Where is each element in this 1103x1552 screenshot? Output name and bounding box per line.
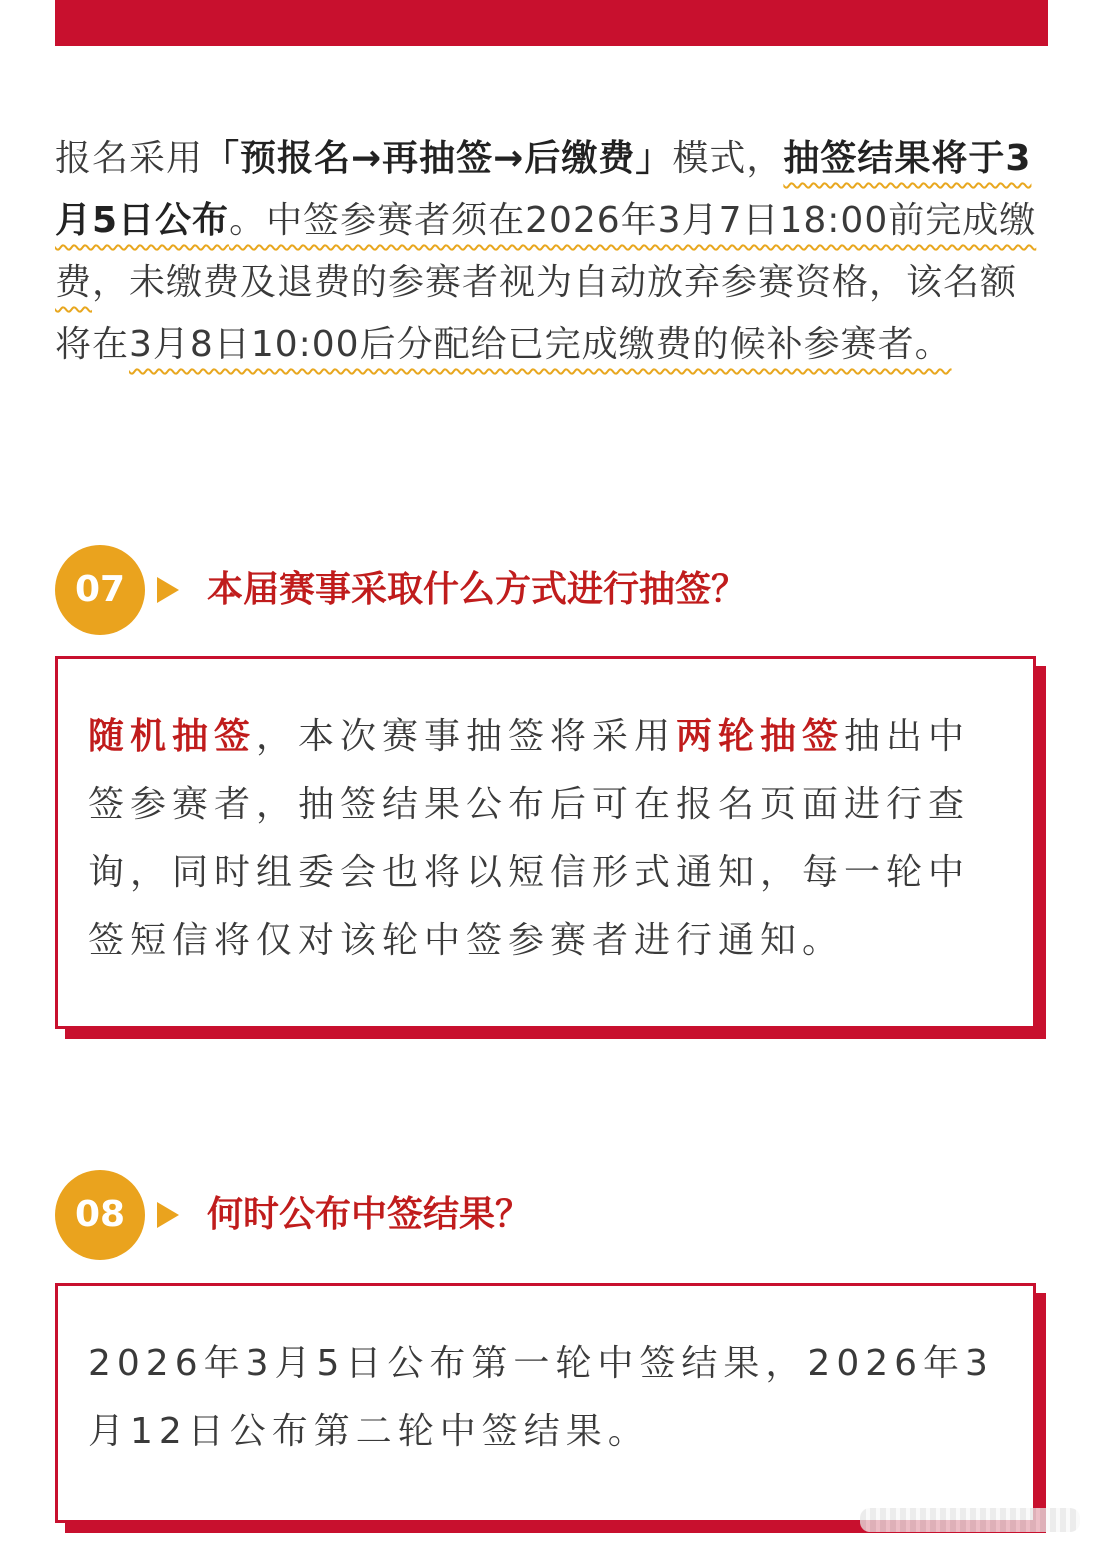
- top-banner-bar: [55, 0, 1048, 46]
- answer-box-08: [55, 1283, 1036, 1523]
- play-arrow-icon: [157, 1202, 179, 1228]
- section-08-header: [55, 1170, 1055, 1260]
- intro-reallocation: 3月8日10:00后分配给已完成缴费的候补参赛者。: [129, 324, 952, 365]
- intro-text-7: ，该名额将在: [55, 262, 1018, 365]
- section-number-badge: 07: [55, 545, 145, 635]
- answer-box-07: [55, 656, 1036, 1029]
- intro-text-1: 报名采用: [55, 138, 204, 179]
- play-arrow-icon: [157, 577, 179, 603]
- answer-highlight-random: 随机抽签: [88, 716, 257, 757]
- answer-highlight-two-rounds: 两轮抽签: [676, 716, 845, 757]
- intro-payment-deadline: 。中签参赛者须在2026年3月7日18:00前完成缴费: [55, 200, 1037, 303]
- section-number-badge: 08: [55, 1170, 145, 1260]
- intro-paragraph: [55, 128, 1050, 376]
- answer-text-part-1: ，本次赛事抽签将采用: [256, 716, 677, 757]
- section-question-title: 何时公布中签结果？: [207, 1194, 532, 1235]
- intro-mode-bold: 「预报名→再抽签→后缴费」: [203, 138, 673, 179]
- intro-result-date-bold: 抽签结果将于3月5日公布: [55, 138, 1032, 241]
- answer-text-08: [88, 1330, 1008, 1466]
- answer-text-part-1: 2026年3月5日公布第一轮中签结果，2026年3月12日公布第二轮中签结果。: [88, 1343, 994, 1452]
- intro-forfeit-text: ，未缴费及退费的参赛者视为自动放弃参赛资格: [92, 262, 870, 303]
- section-07-header: [55, 545, 1055, 635]
- intro-text-3: 模式，: [672, 138, 784, 179]
- watermark-strip: [860, 1508, 1080, 1532]
- section-question-title: 本届赛事采取什么方式进行抽签？: [207, 569, 748, 610]
- answer-text-part-2: 抽出中签参赛者，抽签结果公布后可在报名页面进行查询，同时组委会也将以短信形式通知，每一轮中签短信将仅对该轮中签参赛者进行通知。: [88, 716, 971, 961]
- answer-text-07: [88, 703, 1008, 975]
